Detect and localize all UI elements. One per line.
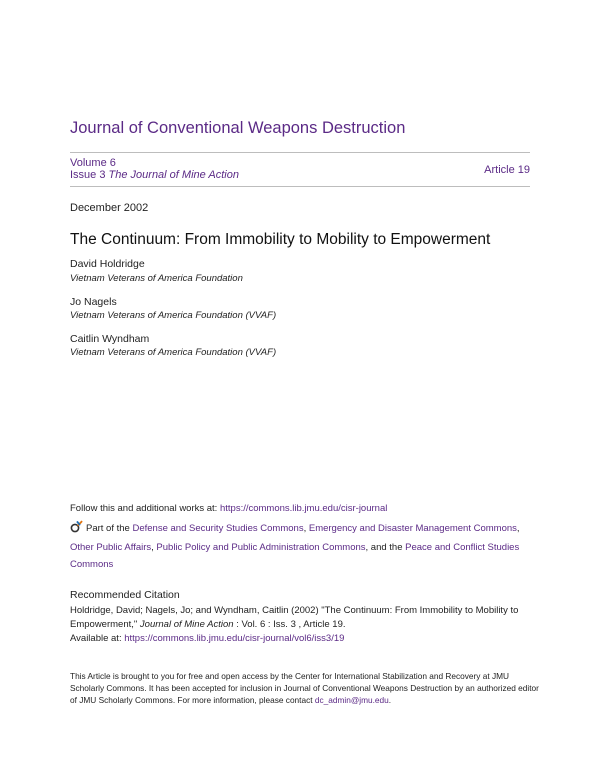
open-access-icon: [70, 520, 83, 539]
author-name: Caitlin Wyndham: [70, 333, 150, 345]
part-of-prefix: Part of the: [86, 523, 133, 534]
separator: ,: [151, 542, 157, 553]
issue-name: The Journal of Mine Action: [108, 169, 239, 181]
follow-line: [70, 503, 387, 514]
author-affiliation: Vietnam Veterans of America Foundation (VVAF): [70, 310, 277, 321]
journal-title[interactable]: Journal of Conventional Weapons Destruction: [70, 119, 406, 137]
commons-link[interactable]: Other Public Affairs: [70, 542, 152, 553]
notice-text: This Article is brought to you for free and open access by the Center for International Stabilization and Recovery at JMU Scholarly Commons. It has been accepted for inclusion in Journal of Conventional Weapons Destruction by an authorized editor of JMU Scholarly Commons. For more information, please contact: [70, 671, 539, 705]
publication-date: December 2002: [70, 202, 149, 214]
article-number-link[interactable]: Article 19: [484, 164, 530, 176]
article-title: The Continuum: From Immobility to Mobility to Empowerment: [70, 231, 491, 248]
author-affiliation: Vietnam Veterans of America Foundation: [70, 273, 243, 284]
issue-number: Issue 3: [70, 169, 106, 181]
citation-heading: Recommended Citation: [70, 589, 180, 601]
available-at: Available at:: [70, 633, 125, 644]
author-name: David Holdridge: [70, 258, 145, 270]
bottom-divider: [70, 186, 530, 187]
collection-link[interactable]: https://commons.lib.jmu.edu/cisr-journal: [219, 503, 388, 514]
open-access-notice: [70, 670, 540, 706]
notice-end: .: [388, 695, 392, 705]
citation-volume: : Vol. 6 : Iss. 3 , Article 19.: [233, 619, 346, 630]
citation-journal: Journal of Mine Action: [139, 619, 234, 630]
author-affiliation: Vietnam Veterans of America Foundation (VVAF): [70, 347, 277, 358]
and-the-text: , and the: [365, 542, 406, 553]
commons-link[interactable]: Public Policy and Public Administration Commons: [156, 542, 366, 553]
issue-link[interactable]: [70, 169, 239, 181]
citation-text: Holdridge, David; Nagels, Jo; and Wyndham, Caitlin (2002) "The Continuum: From Immobility to Mobility to Empowerment,": [70, 605, 519, 630]
commons-link[interactable]: Defense and Security Studies Commons: [132, 523, 304, 534]
contact-email-link[interactable]: dc_admin@jmu.edu: [314, 695, 389, 705]
commons-link[interactable]: Emergency and Disaster Management Commons: [308, 523, 517, 534]
top-divider: [70, 152, 530, 153]
follow-text: Follow this and additional works at:: [70, 503, 220, 514]
citation-body: [70, 604, 540, 646]
commons-link[interactable]: Peace and Conflict Studies Commons: [70, 542, 520, 570]
part-of-commons: [70, 520, 532, 573]
author-name: Jo Nagels: [70, 296, 117, 308]
article-url-link[interactable]: https://commons.lib.jmu.edu/cisr-journal/vol6/iss3/19: [124, 633, 345, 644]
separator: ,: [303, 523, 309, 534]
separator: ,: [516, 523, 520, 534]
volume-link[interactable]: Volume 6: [70, 157, 116, 169]
volume-issue-block: [70, 157, 239, 181]
